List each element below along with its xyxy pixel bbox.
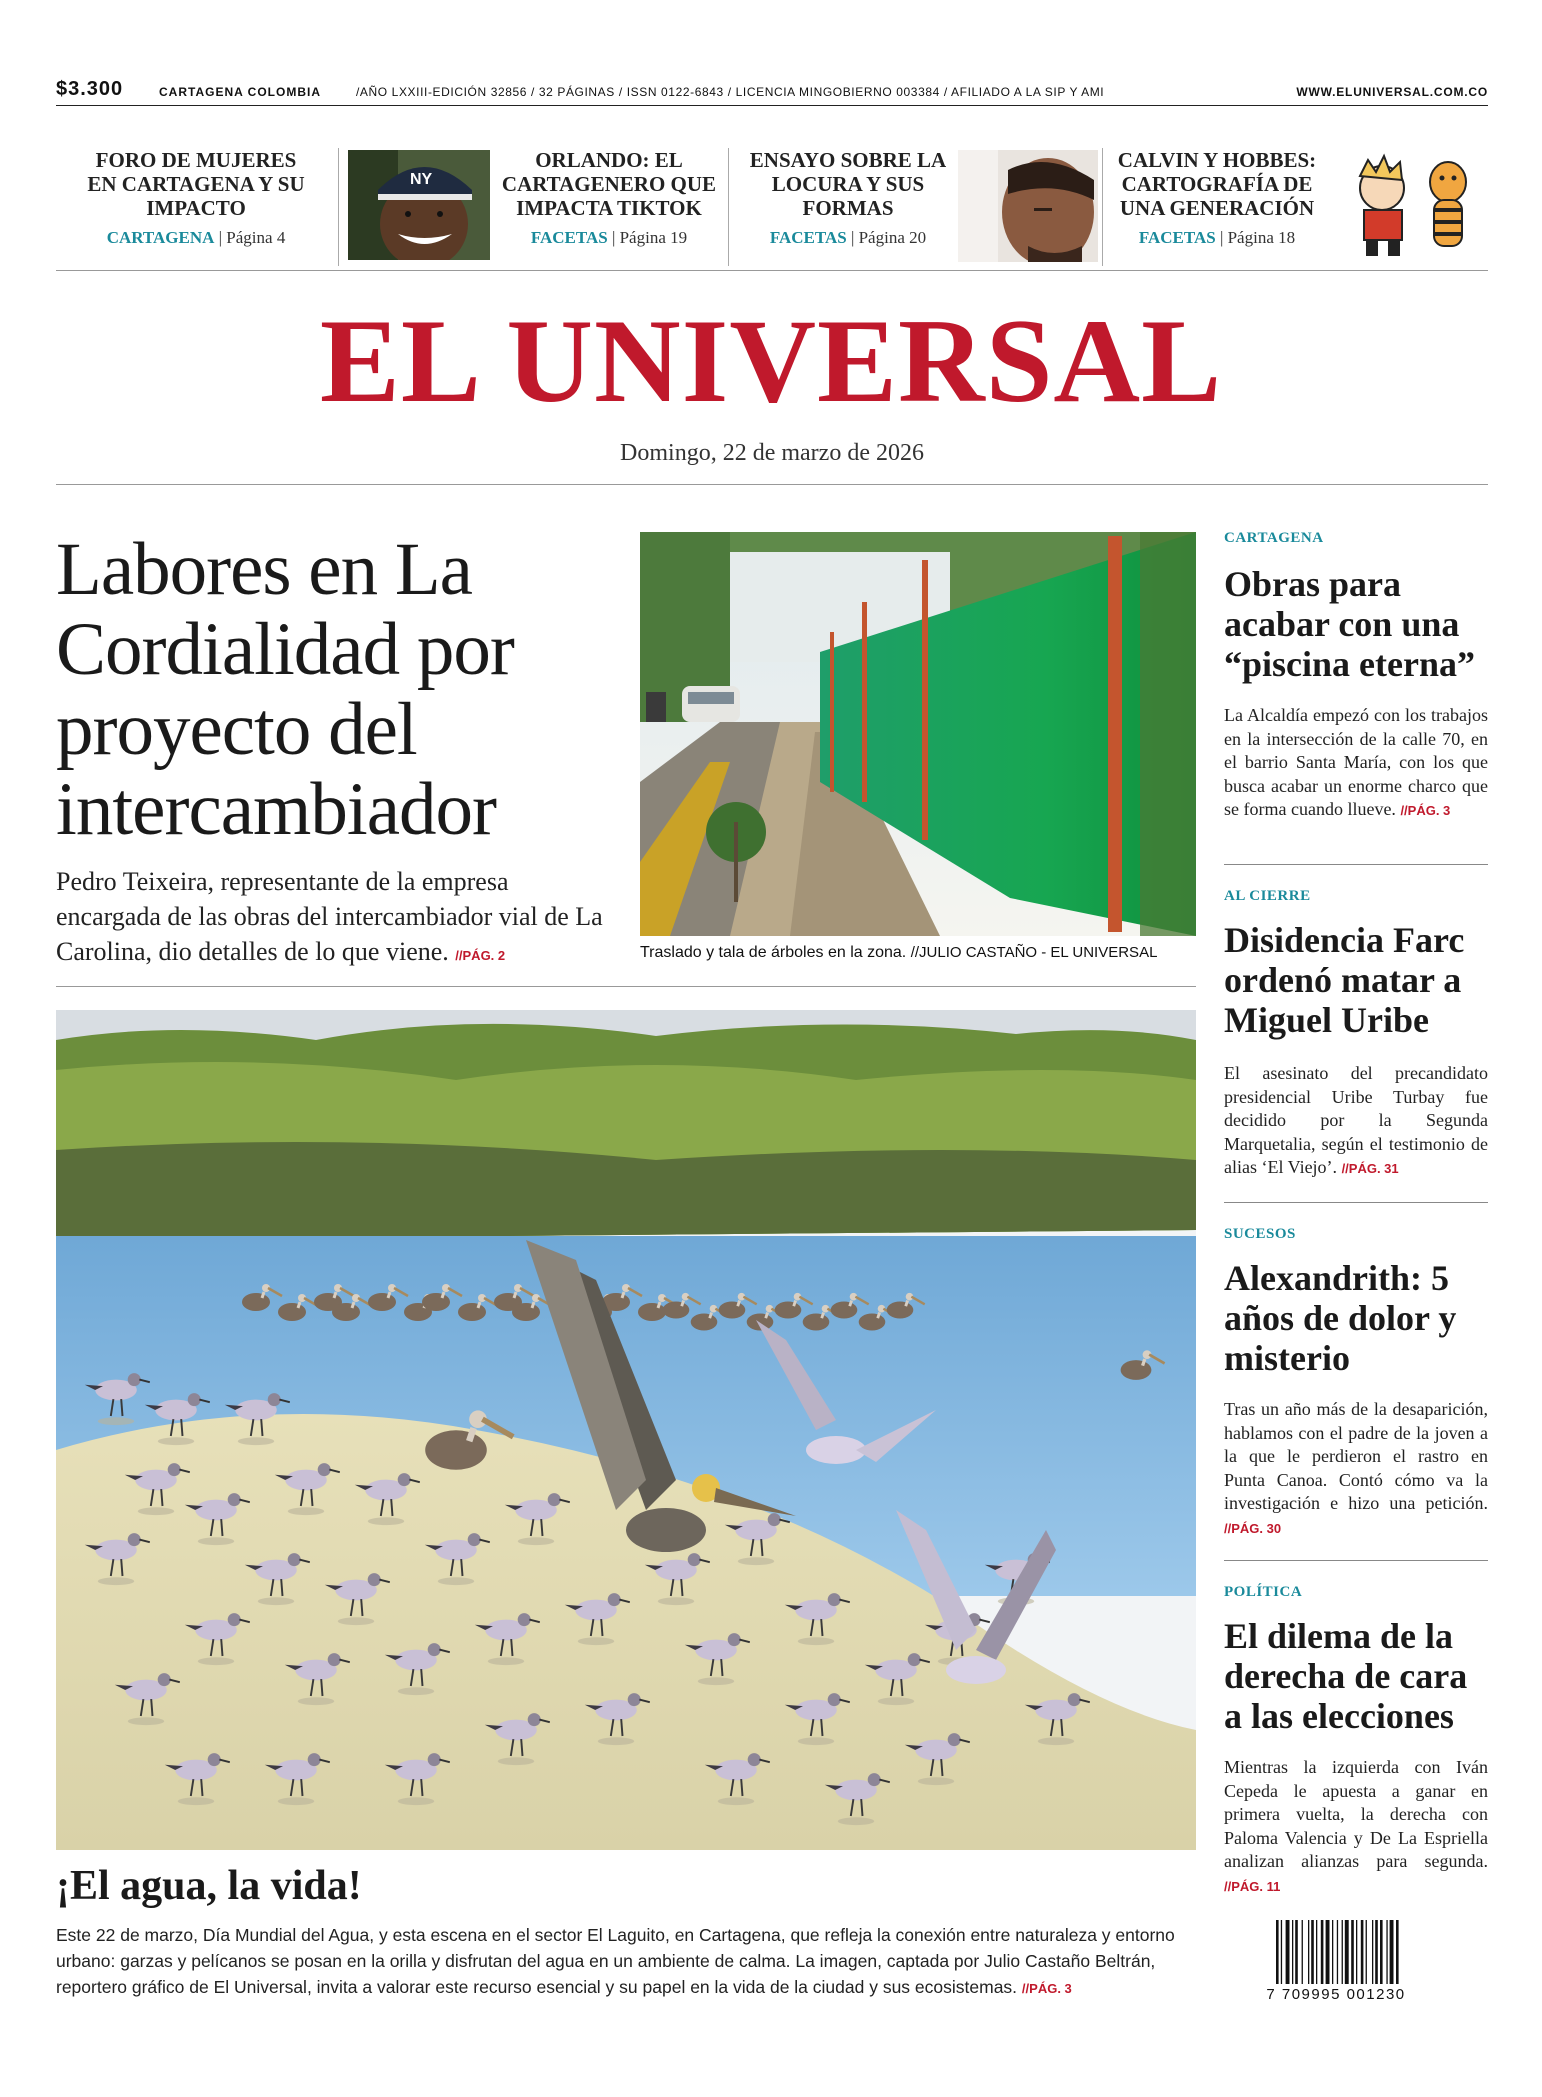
teaser-divider [1102, 148, 1103, 266]
teaser-page-ref [748, 228, 948, 248]
pelicans-seagulls-photo [56, 1010, 1196, 1850]
teaser-title: ORLANDO: EL CARTAGENERO QUE IMPACTA TIKTOK [501, 148, 717, 220]
sidebar-headline[interactable]: Obras para acabar con una “piscina eterna” [1224, 564, 1475, 684]
teaser-section: CARTAGENA [106, 228, 215, 247]
teaser-divider [728, 148, 729, 266]
teaser-divider [338, 148, 339, 266]
sidebar-body [1224, 1398, 1488, 1540]
section-label: POLÍTICA [1224, 1584, 1303, 1600]
photo-story-body [56, 1922, 1200, 2002]
sidebar-divider [1224, 1202, 1488, 1203]
price-label: $3.300 [56, 78, 124, 100]
svg-text:NY: NY [410, 171, 433, 188]
teaser-calvin-hobbes[interactable] [1110, 144, 1488, 262]
teaser-foro-mujeres[interactable] [56, 144, 336, 262]
photo-story-headline[interactable]: ¡El agua, la vida! [56, 1863, 362, 1909]
lead-deck-text: Pedro Teixeira, representante de la empresa encargada de las obras del intercambiador vial de La Carolina, dio detalles de lo que viene. [56, 867, 603, 966]
sidebar-body-text: Mientras la izquierda con Iván Cepeda le apuesta a ganar en primera vuelta, la derecha con Paloma Valencia y De La Espriella analizan alianzas para segunda. [1224, 1757, 1488, 1871]
website-link[interactable]: WWW.ELUNIVERSAL.COM.CO [1296, 85, 1488, 99]
locura-photo [958, 150, 1098, 262]
masthead-rule [56, 484, 1488, 485]
sidebar-page-ref[interactable]: //PÁG. 31 [1341, 1161, 1399, 1176]
sidebar-headline[interactable]: El dilema de la derecha de cara a las elecciones [1224, 1616, 1468, 1736]
sidebar-page-ref[interactable]: //PÁG. 3 [1400, 803, 1451, 818]
lead-deck [56, 864, 616, 973]
teaser-section: FACETAS [530, 228, 608, 247]
teaser-bottom-rule [56, 270, 1488, 271]
teaser-section: FACETAS [1138, 228, 1216, 247]
teaser-page-ref [1110, 228, 1324, 248]
photo-caption-text: Traslado y tala de árboles en la zona. [640, 944, 907, 961]
section-label: SUCESOS [1224, 1226, 1296, 1242]
lead-headline[interactable]: Labores en La Cordialidad por proyecto del intercambiador [56, 528, 514, 851]
sidebar-headline[interactable]: Disidencia Farc ordenó matar a Miguel Uribe [1224, 920, 1465, 1040]
sidebar-body-text: Tras un año más de la desaparición, hablamos con el padre de la joven a la que le perdieron el rastro en Punta Canoa. Contó cómo va la investigación e hizo una petición. [1224, 1399, 1488, 1513]
sidebar-body [1224, 1062, 1488, 1181]
issue-date: Domingo, 22 de marzo de 2026 [620, 440, 924, 466]
sidebar-page-ref[interactable]: //PÁG. 11 [1224, 1878, 1281, 1894]
sidebar-body [1224, 704, 1488, 823]
sidebar-divider [1224, 1560, 1488, 1561]
orlando-photo [348, 150, 490, 260]
masthead-logo[interactable]: EL UNIVERSAL [319, 294, 1223, 427]
teaser-orlando[interactable] [346, 144, 726, 262]
photo-story-text: Este 22 de marzo, Día Mundial del Agua, y esta escena en el sector El Laguito, en Cartagena, que refleja la conexión entre naturaleza y entorno urbano: garzas y pelícanos se posan en la orilla y disfrutan del agua en un ambiente de calma. La imagen, captada por Julio Castaño Beltrán, reportero gráfico de El Universal, invita a valorar este recurso esencial y su papel en la vida de la ciudad y sus ecosistemas. [56, 1925, 1175, 1997]
section-label: AL CIERRE [1224, 888, 1311, 904]
teaser-page-ref [494, 228, 724, 248]
teaser-page: | Página 20 [850, 228, 927, 247]
sidebar-divider [1224, 864, 1488, 865]
photo-credit: //JULIO CASTAÑO - EL UNIVERSAL [910, 944, 1158, 961]
teaser-page: | Página 18 [1219, 228, 1296, 247]
barcode [1276, 1920, 1432, 1984]
teaser-ensayo-locura[interactable] [736, 144, 1100, 262]
sidebar-body [1224, 1756, 1488, 1898]
sidebar-headline[interactable]: Alexandrith: 5 años de dolor y misterio [1224, 1258, 1457, 1378]
section-label: CARTAGENA [1224, 530, 1324, 546]
lead-page-ref[interactable]: //PÁG. 2 [455, 948, 506, 963]
calvin-hobbes-illustration [1338, 152, 1488, 260]
teaser-section: FACETAS [769, 228, 847, 247]
barcode-number: 7 709995 001230 [1266, 1986, 1406, 2003]
teaser-page-ref [56, 228, 336, 248]
sidebar-body-text: El asesinato del precandidato presidencial Uribe Turbay fue decidido por la Segunda Marquetalia, según el testimonio de alias ‘El Viejo’. [1224, 1063, 1488, 1177]
teaser-title: CALVIN Y HOBBES: CARTOGRAFÍA DE UNA GENERACIÓN [1117, 148, 1317, 220]
top-info-bar [56, 80, 1488, 106]
teaser-title: FORO DE MUJERES EN CARTAGENA Y SU IMPACTO [87, 148, 305, 220]
edition-info: /AÑO LXXIII-EDICIÓN 32856 / 32 PÁGINAS / ISSN 0122-6843 / LICENCIA MINGOBIERNO 003384 / AFILIADO A LA SIP Y AMI [356, 85, 1105, 99]
sidebar-page-ref[interactable]: //PÁG. 30 [1224, 1520, 1282, 1536]
construction-photo-caption [640, 944, 1200, 962]
teaser-title: ENSAYO SOBRE LA LOCURA Y SUS FORMAS [749, 148, 947, 220]
construction-photo [640, 532, 1196, 936]
photo-story-page-ref[interactable]: //PÁG. 3 [1021, 1981, 1072, 1996]
teaser-page: | Página 19 [611, 228, 688, 247]
sidebar-body-text: La Alcaldía empezó con los trabajos en la intersección de la calle 70, en el barrio Santa María, con los que busca acabar un enorme charco que se forma cuando llueve. [1224, 705, 1488, 819]
lead-bottom-rule [56, 986, 1196, 987]
teaser-page: | Página 4 [218, 228, 286, 247]
city-label: CARTAGENA COLOMBIA [159, 85, 321, 99]
